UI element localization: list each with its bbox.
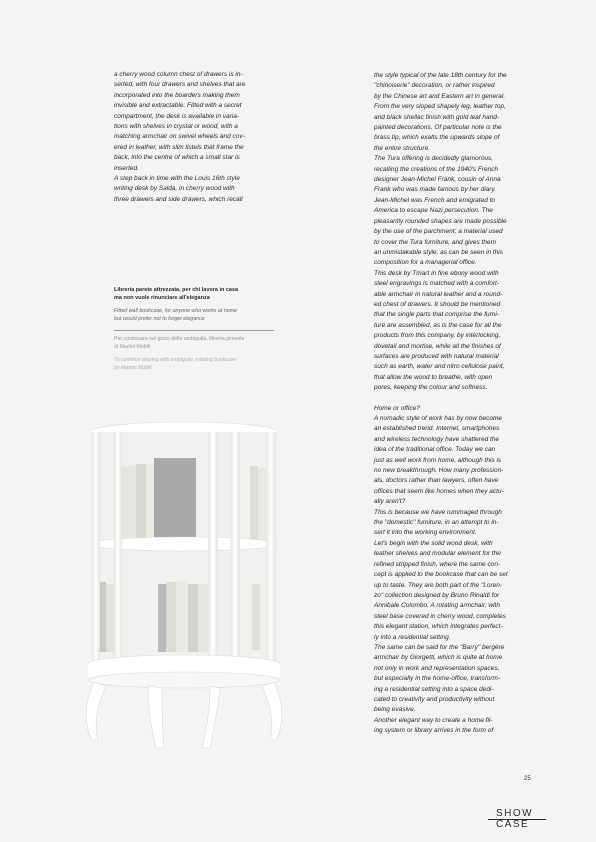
right-text-line: the style typical of the late 18th century for the xyxy=(374,72,507,79)
logo-top-word: SHOW xyxy=(496,808,534,819)
right-text-line: offices that seem like homes when they actu- xyxy=(374,487,504,495)
right-text-line: This is because we have rummaged through xyxy=(374,508,502,516)
left-text-line: ered in leather, with slim listels that frame the xyxy=(114,143,244,151)
right-text-line: Frank who was made famous by her diary. xyxy=(374,186,496,194)
body-paragraph xyxy=(374,269,536,394)
right-text-line: recalling the creations of the 1940's French xyxy=(374,165,499,173)
right-text-line: an established trend. Internet, smartphones xyxy=(374,425,500,433)
right-text-line: designer Jean-Michel Frank, cousin of Anna xyxy=(374,176,501,184)
caption-divider xyxy=(114,330,274,331)
right-text-line: als, doctors rather than lawyers, often have xyxy=(374,477,499,485)
caption-subtitle-italian: Per continuare nel gioco delle ambiguità, libreria girevole di Martini Mobili xyxy=(114,336,245,350)
right-text-line: to cover the Tura furniture, and gives them xyxy=(374,238,496,246)
right-text-line: ing a residential setting into a space dedi- xyxy=(374,685,494,693)
right-column-text xyxy=(374,71,536,737)
right-text-line: armchair by Giorgetti, which is quite at home xyxy=(374,654,503,662)
body-paragraph xyxy=(374,71,536,154)
right-text-line: cept is applied to the bookcase that can be set xyxy=(374,571,508,579)
right-text-line: The same can be said for the "Barry" bergère xyxy=(374,643,505,651)
photo-caption xyxy=(114,286,274,372)
right-text-line: just as well work from home, although this is xyxy=(374,456,502,464)
right-text-line: A nomadic style of work has by now become xyxy=(374,415,503,422)
left-text-line: incorporated into the boarders making them xyxy=(114,91,240,99)
caption-title-english: Fitted wall bookcase, for anyone who works at home but would prefer not to forget elegance xyxy=(114,308,238,322)
right-text-line: brass tip, which exalts the upwards slope of xyxy=(374,134,500,142)
right-text-line: able armchair in natural leather and a round- xyxy=(374,290,503,298)
right-text-line: leather shelves and modular element for the xyxy=(374,550,501,558)
right-text-line: America to escape Nazi persecution. The xyxy=(374,207,493,215)
right-text-line: painted decorations. Of particular note is the xyxy=(374,124,502,132)
right-text-line: up to taste. They are both part of the "Loren- xyxy=(374,581,503,589)
left-text-line: tions with shelves in crystal or wood, with a xyxy=(114,123,238,131)
body-paragraph xyxy=(374,414,536,508)
right-text-line: ed chest of drawers. It should be mentioned xyxy=(374,300,501,308)
logo-bottom-word: CASE xyxy=(496,819,530,830)
right-text-line: but especially in the home-office, transform- xyxy=(374,675,501,683)
left-text-line: matching armchair on swivel wheels and cov- xyxy=(114,133,245,141)
right-text-line: the "domestic" furniture, in an attempt to in- xyxy=(374,519,499,527)
right-text-line: such as earth, water and nitro cellulose paint, xyxy=(374,363,505,371)
right-text-line: an unmistakable style, as can be seen in this xyxy=(374,248,503,256)
body-paragraph xyxy=(374,643,536,716)
right-text-line: Let's begin with the solid wood desk, with xyxy=(374,539,493,547)
left-text-line: serted, with four drawers and shelves that are xyxy=(114,81,246,89)
right-text-line: that the single parts that comprise the furni- xyxy=(374,311,500,319)
body-paragraph xyxy=(374,154,536,268)
left-text-line: A step back in time with the Louis 16th style xyxy=(114,175,240,183)
right-text-line: by the use of the parchment; a material used xyxy=(374,228,503,236)
right-text-line: idea of the traditional office. Today we can xyxy=(374,446,496,454)
right-text-line: ly into a residential setting. xyxy=(374,633,451,641)
right-text-line: no new breakthrough. How many profession- xyxy=(374,467,504,475)
right-text-line: Another elegant way to create a home fil- xyxy=(374,716,493,724)
left-text-line: inserted. xyxy=(114,164,139,172)
right-text-line: the entire structure. xyxy=(374,144,430,152)
right-text-line: by the Chinese art and Eastern art in general. xyxy=(374,92,506,100)
right-text-line: steel base covered in cherry wood, completes xyxy=(374,612,506,620)
right-text-line: pleasantly rounded shapes are made possible xyxy=(374,217,507,225)
left-text-line: compartment, the desk is available in varia- xyxy=(114,112,240,120)
left-text-line: writing desk by Salda, in cherry wood with xyxy=(114,185,235,193)
right-text-line: From the very sloped shapely leg, leather top, xyxy=(374,103,506,111)
rotating-bookcase-photo xyxy=(78,418,292,758)
body-paragraph xyxy=(374,539,536,643)
right-text-line: The Tura offering is decidedly glamorous, xyxy=(374,155,494,163)
body-paragraph xyxy=(374,508,536,539)
right-text-line: that allow the wood to breathe, with open xyxy=(374,373,493,381)
page-number: 25 xyxy=(524,776,531,782)
right-text-line: surfaces are produced with natural material xyxy=(374,352,499,360)
right-text-line: ing system or library arrives in the form of xyxy=(374,727,494,735)
right-text-line: Jean-Michel was French and emigrated to xyxy=(374,196,496,204)
section-heading xyxy=(374,404,536,414)
right-text-line: dovetail and mortise, while all the finishes of xyxy=(374,342,501,350)
right-text-line: refined stripped finish, where the same con- xyxy=(374,560,501,568)
left-column-text xyxy=(114,70,272,205)
caption-title-italian: Libreria parete attrezzata, per chi lavora in casa ma non vuole rinunciare all'eleganza xyxy=(114,287,239,301)
right-text-line: Home or office? xyxy=(374,404,420,412)
right-text-line: ture are assembled, as is the case for all the xyxy=(374,321,502,329)
left-text-line: back, into the centre of which a small star is xyxy=(114,154,240,162)
right-text-line: this elegant station, which integrates perfect- xyxy=(374,623,503,631)
right-text-line: steel engravings is matched with a comfort- xyxy=(374,280,499,288)
right-text-line: not only in work and representation spaces, xyxy=(374,664,500,672)
caption-subtitle-english: To continue playing with ambiguity, rotating bookcase by Martini Mobili xyxy=(114,357,237,371)
right-text-line: composition for a managerial office. xyxy=(374,259,477,267)
right-text-line: This desk by Tmart in fine ebony wood with xyxy=(374,269,499,277)
right-text-line: ally aren't? xyxy=(374,498,406,506)
right-text-line: "chinoiserie" decoration, or rather inspired xyxy=(374,82,495,90)
right-text-line: cated to creativity and productivity without xyxy=(374,695,495,703)
right-text-line: and black shellac finish with gold leaf hand- xyxy=(374,113,500,121)
right-text-line: pores, keeping the colour and softness. xyxy=(374,384,488,392)
right-text-line: sert it into the working environment. xyxy=(374,529,477,537)
left-text-line: a cherry wood column chest of drawers is in- xyxy=(114,71,243,78)
left-text-line: three drawers and side drawers, which recall xyxy=(114,195,243,203)
right-text-line: products from this company, by interlocking, xyxy=(374,332,501,340)
right-text-line: Annibale Colombo. A rotating armchair, with xyxy=(374,602,500,610)
body-paragraph xyxy=(374,716,536,737)
showcase-logo xyxy=(488,808,548,834)
right-text-line: and wireless technology have shattered the xyxy=(374,435,500,443)
right-text-line: being evasive. xyxy=(374,706,416,714)
right-text-line: zo" collection designed by Bruno Rinaldi for xyxy=(374,591,500,599)
left-text-line: invisible and extractable. Fitted with a secret xyxy=(114,102,242,110)
